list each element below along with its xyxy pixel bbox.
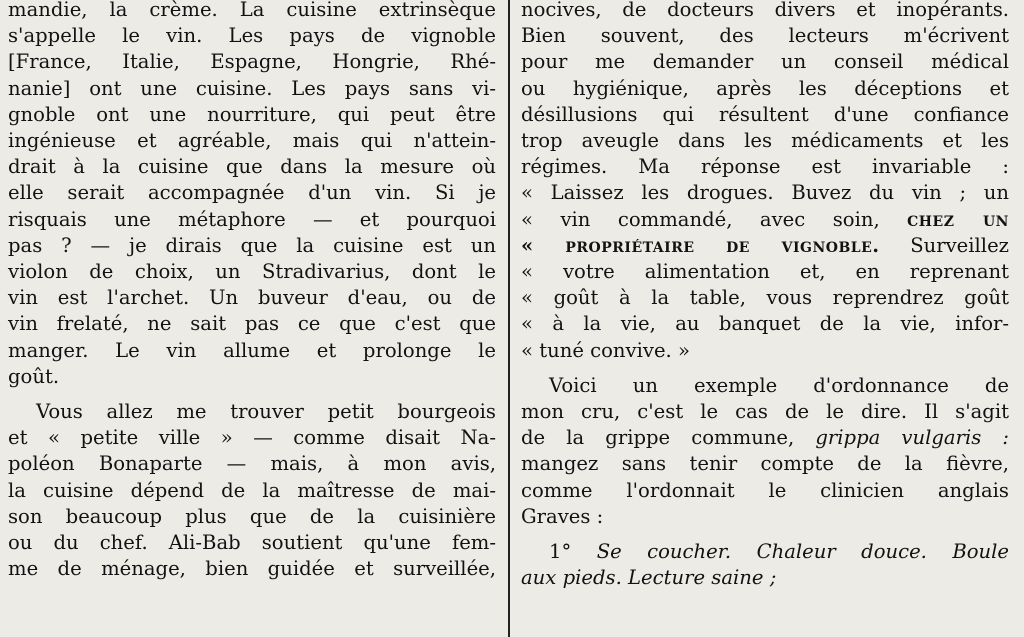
text-line: violon de choix, un Stradivarius, dont le (8, 260, 496, 284)
text-line: [France, Italie, Espagne, Hongrie, Rhé- (8, 50, 496, 74)
text-line: manger. Le vin allume et prolonge le (8, 338, 496, 362)
text-line: me de ménage, bien guidée et surveillée, (8, 557, 496, 581)
text-line: pas ? — je dirais que la cuisine est un (8, 233, 496, 257)
text-line: vin est l'archet. Un buveur d'eau, ou de (8, 286, 496, 310)
text-line (521, 425, 1009, 451)
text-line: goût. (8, 364, 60, 388)
text-line: risquais une métaphore — et pourquoi (8, 207, 496, 231)
text-line: ingénieuse et agréable, mais qui n'attein- (8, 129, 496, 153)
text-line: poléon Bonaparte — mais, à mon avis, (8, 452, 496, 476)
text-line: gnoble ont une nourriture, qui peut être (8, 102, 496, 126)
text-line (521, 539, 1009, 565)
text-line: Voici un exemple d'ordonnance de (549, 373, 1009, 397)
text-line: « votre alimentation et, en reprenant (521, 260, 1009, 284)
text-line: aux pieds. Lecture saine ; (521, 566, 777, 590)
text-line: Vous allez me trouver petit bourgeois (36, 400, 496, 424)
text-line (521, 207, 1009, 233)
text-segment: de la grippe commune, (521, 426, 795, 450)
text-segment: « vin commandé, avec soin, (521, 207, 880, 231)
left-column (8, 0, 496, 582)
text-line: désillusions qui résultent d'une confiance (521, 102, 1009, 126)
text-line: trop aveugle dans les médicaments et les (521, 129, 1009, 153)
column-divider (508, 0, 510, 637)
text-line: et « petite ville » — comme disait Na- (8, 426, 496, 450)
text-line: mangez sans tenir compte de la fièvre, (521, 452, 1009, 476)
small-caps-segment: « propriétaire de vignoble. (521, 233, 880, 257)
text-line: drait à la cuisine que dans la mesure où (8, 155, 496, 179)
text-line: mandie, la crème. La cuisine extrinsèque (8, 0, 496, 21)
text-line: ou hygiénique, après les déceptions et (521, 76, 1009, 100)
text-line: « tuné convive. » (521, 338, 690, 362)
text-line: la cuisine dépend de la maîtresse de mai- (8, 478, 496, 502)
text-line: Graves : (521, 504, 604, 528)
italic-segment: grippa vulgaris : (815, 426, 1009, 450)
text-line: comme l'ordonnait le clinicien anglais (521, 478, 1009, 502)
text-line: elle serait accompagnée d'un vin. Si je (8, 181, 496, 205)
text-line: ou du chef. Ali-Bab soutient qu'une fem- (8, 531, 496, 555)
list-number: 1° (549, 540, 572, 564)
text-line: « Laissez les drogues. Buvez du vin ; un (521, 181, 1009, 205)
text-line: nocives, de docteurs divers et inopérants. (521, 0, 1009, 21)
text-line: vin frelaté, ne sait pas ce que c'est que (8, 312, 496, 336)
text-line (521, 233, 1009, 259)
text-line: nanie] ont une cuisine. Les pays sans vi- (8, 76, 496, 100)
text-line: « goût à la table, vous reprendrez goût (521, 286, 1009, 310)
text-line: régimes. Ma réponse est invariable : (521, 155, 1009, 179)
text-segment: Surveillez (910, 233, 1009, 257)
text-line: pour me demander un conseil médical (521, 50, 1009, 74)
italic-segment: Se coucher. Chaleur douce. Boule (596, 540, 1010, 564)
text-line: « à la vie, au banquet de la vie, infor- (521, 312, 1009, 336)
text-line: son beaucoup plus que de la cuisinière (8, 504, 496, 528)
text-line: mon cru, c'est le cas de le dire. Il s'agit (521, 400, 1009, 424)
text-line: Bien souvent, des lecteurs m'écrivent (521, 24, 1009, 48)
small-caps-segment: chez un (907, 207, 1009, 231)
text-line: s'appelle le vin. Les pays de vignoble (8, 24, 496, 48)
right-column (521, 0, 1009, 591)
